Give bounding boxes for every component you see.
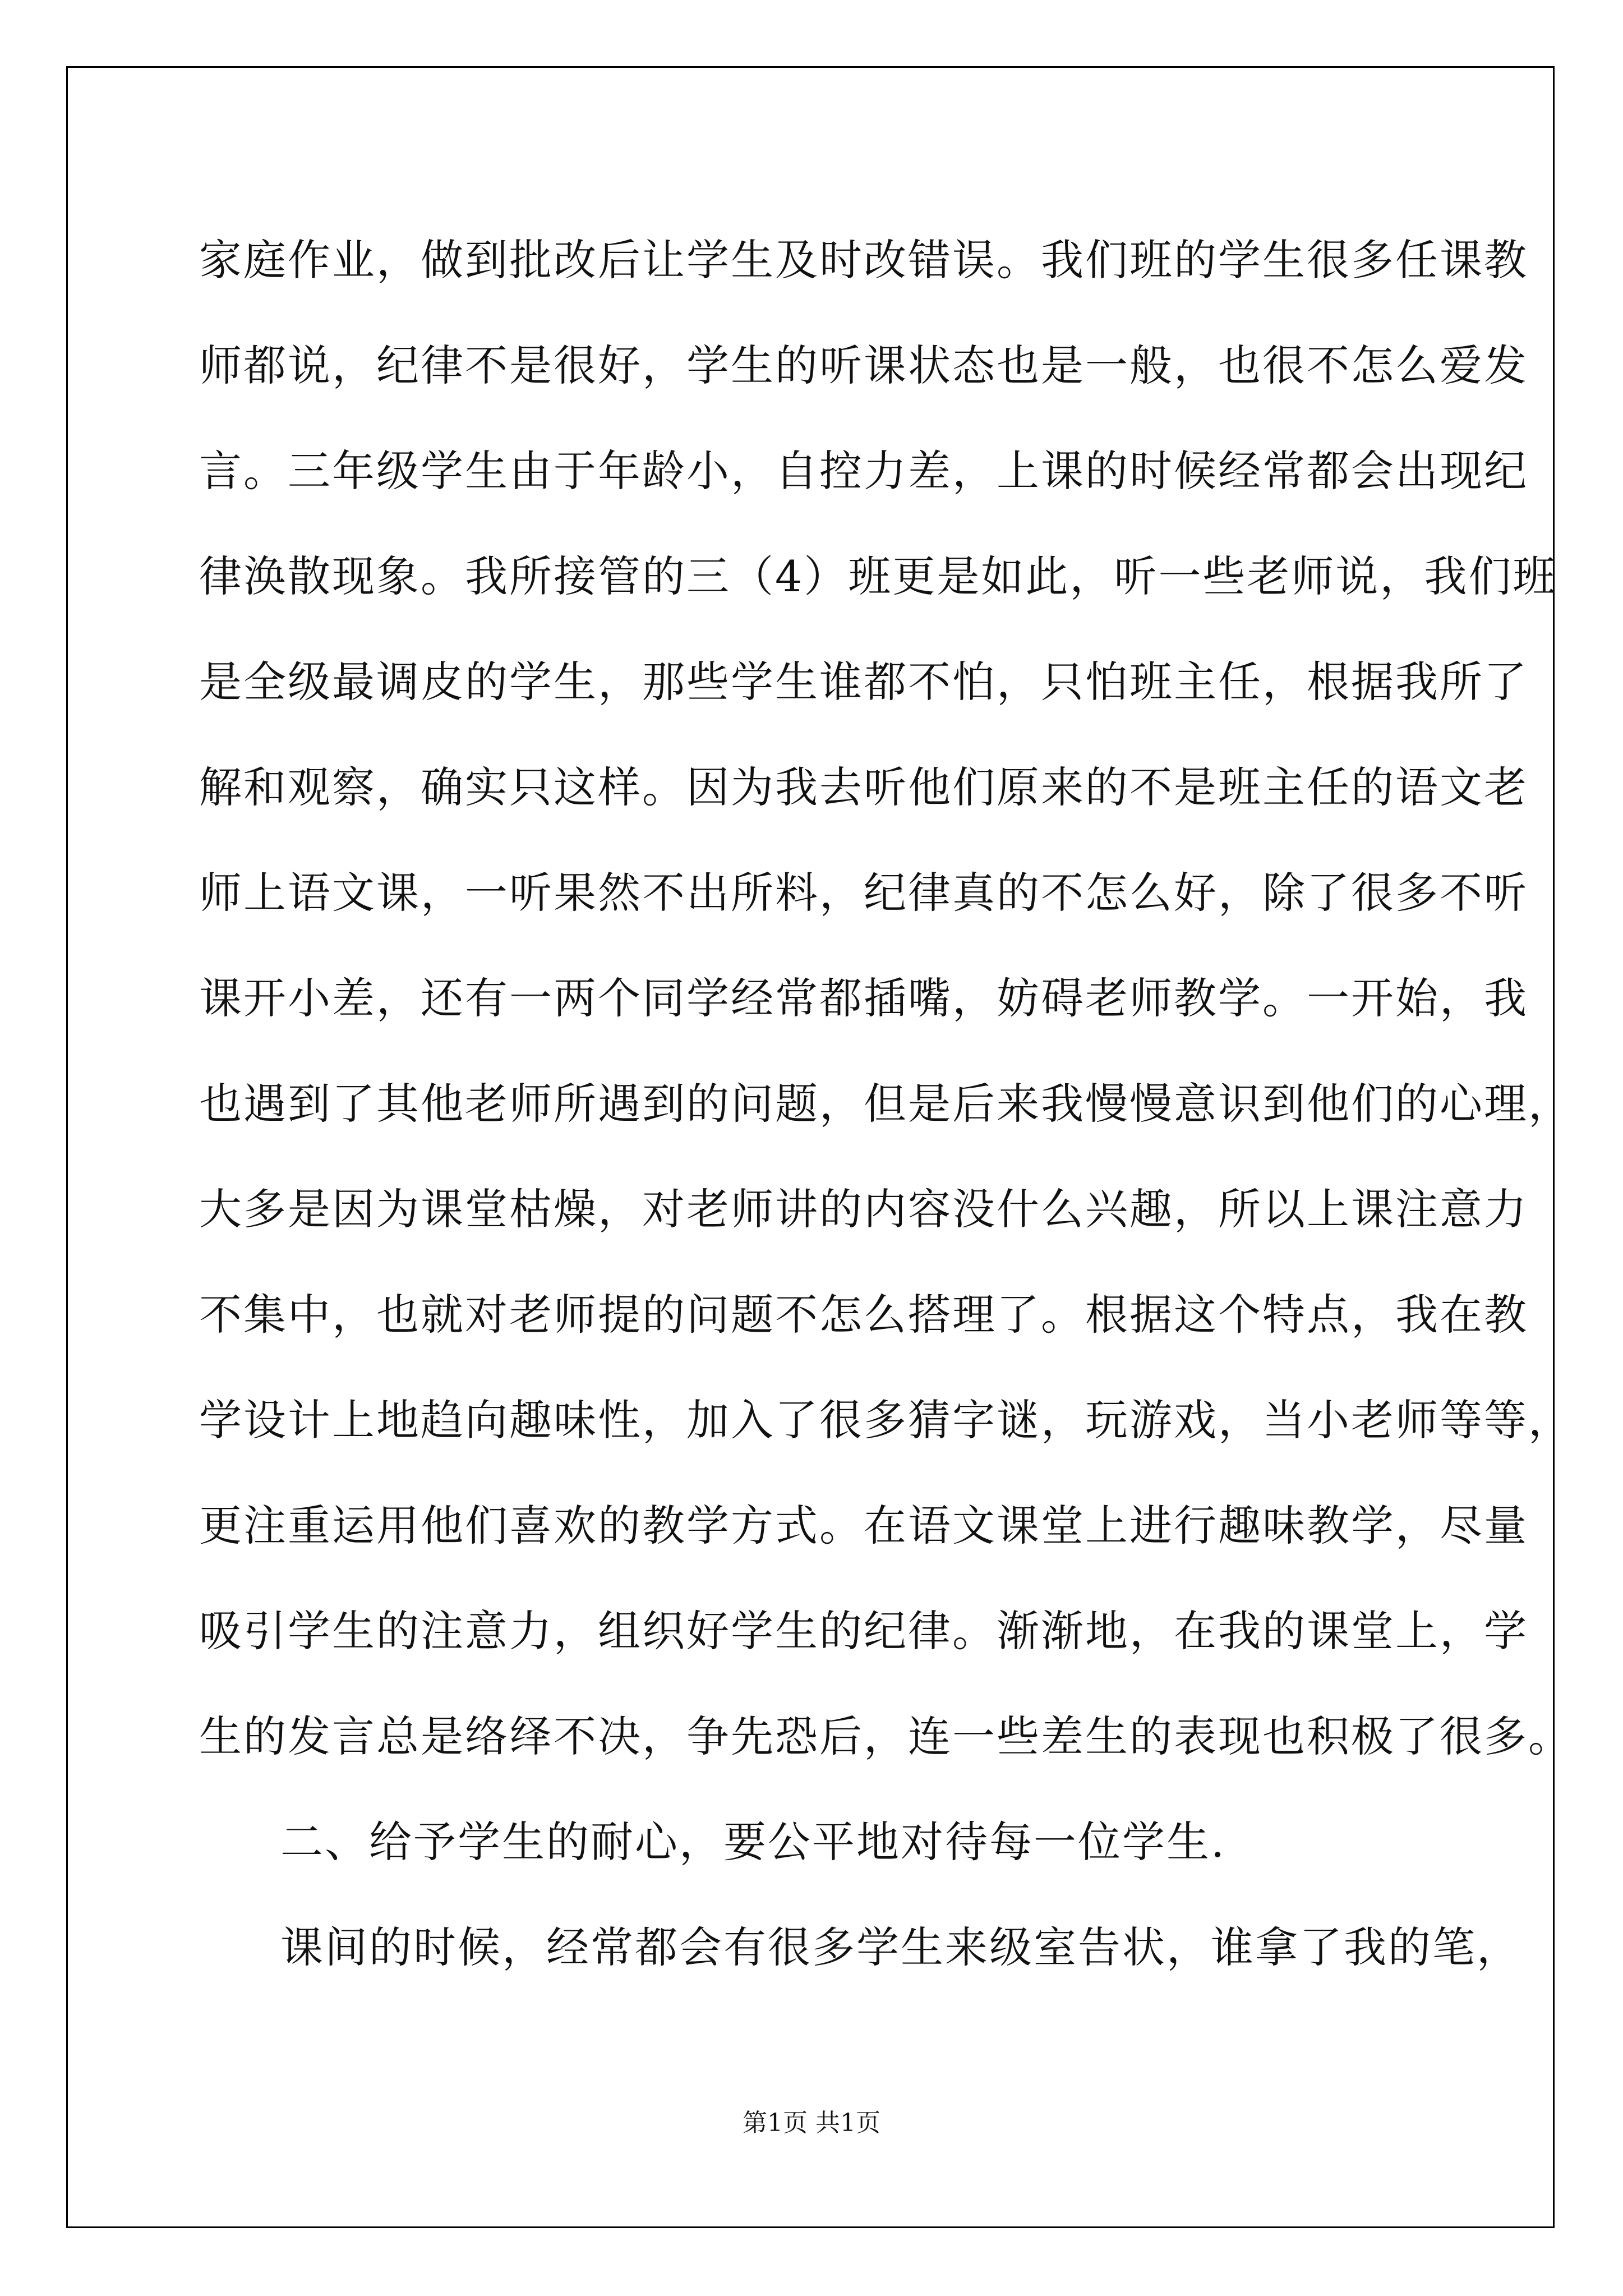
- body-line-13: 更注重运用他们喜欢的教学方式。在语文课堂上进行趣味教学，尽量: [199, 1501, 1528, 1550]
- body-line-14: 吸引学生的注意力，组织好学生的纪律。渐渐地，在我的课堂上，学: [199, 1606, 1528, 1656]
- body-line-6: 解和观察，确实只这样。因为我去听他们原来的不是班主任的语文老: [199, 762, 1528, 812]
- body-line-7: 师上语文课，一听果然不出所料，纪律真的不怎么好，除了很多不听: [199, 868, 1528, 918]
- body-line-11: 不集中，也就对老师提的问题不怎么搭理了。根据这个特点，我在教: [199, 1290, 1528, 1340]
- section-heading: 二、给予学生的耐心，要公平地对待每一位学生.: [280, 1817, 1227, 1867]
- body-line-2: 师都说，纪律不是很好，学生的听课状态也是一般，也很不怎么爱发: [199, 341, 1528, 390]
- body-line-4: 律涣散现象。我所接管的三（4）班更是如此，听一些老师说，我们班: [199, 551, 1557, 601]
- page-number: 第1页 共1页: [743, 2109, 880, 2137]
- body-line-3: 言。三年级学生由于年龄小，自控力差，上课的时候经常都会出现纪: [199, 446, 1528, 496]
- paragraph-start-line: 课间的时候，经常都会有很多学生来级室告状，谁拿了我的笔，: [280, 1922, 1521, 1972]
- body-line-5: 是全级最调皮的学生，那些学生谁都不怕，只怕班主任，根据我所了: [199, 657, 1528, 707]
- body-line-1: 家庭作业，做到批改后让学生及时改错误。我们班的学生很多任课教: [199, 235, 1528, 285]
- body-line-15: 生的发言总是络绎不决，争先恐后，连一些差生的表现也积极了很多。: [199, 1711, 1573, 1761]
- body-line-12: 学设计上地趋向趣味性，加入了很多猜字谜，玩游戏，当小老师等等，: [199, 1395, 1573, 1445]
- document-body: [199, 208, 1573, 2000]
- body-line-8: 课开小差，还有一两个同学经常都插嘴，妨碍老师教学。一开始，我: [199, 973, 1528, 1023]
- body-line-9: 也遇到了其他老师所遇到的问题，但是后来我慢慢意识到他们的心理，: [199, 1079, 1573, 1129]
- body-line-10: 大多是因为课堂枯燥，对老师讲的内容没什么兴趣，所以上课注意力: [199, 1184, 1528, 1234]
